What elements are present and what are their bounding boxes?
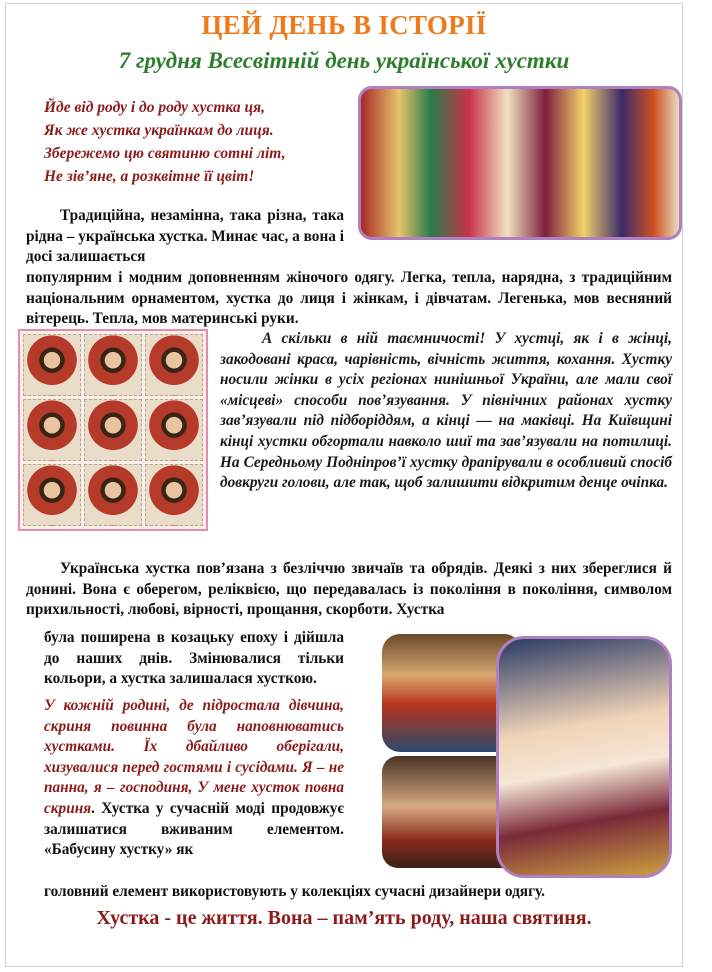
paragraph-cossack: була поширена в козацьку епоху і дійшла до наших днів. Змінювалися тільки кольори, а хустка залишалася хусткою. [44,629,344,688]
smiling-woman-photo [496,636,672,878]
paragraph-customs: Українська хустка пов’язана з безліччю звичаїв та обрядів. Деякі з них збереглися й донині. Вона є оберегом, реліквією, що передавалась із покоління в покоління, символом прихильності, любові, вірності, прощання, скорботи. Хустка [26,560,672,619]
stamps-collage [18,329,208,531]
stamp-image [84,464,142,526]
dowry-italic-text: У кожній родині, де підростала дівчина, скриня повинна була наповнюватись хустками. Їх дбайливо оберігали, хизувалися перед гостями і сусідами. Я – не панна, я – господиня, У мене хусток повна скриня [44,697,344,817]
paragraph-mystery: А скільки в ній таємничості! У хустці, як і в жінці, закодовані краса, чарівність, вічність життя, кохання. Хустку носили жінки в усіх регіонах нинішньої України, але мали свої «місцеві» способи пов’язування. У північних районах хустку зав’язували під підборіддям, а кінці — на маківці. На Київщині кінці хустки обгортали навколо шиї та зав’язували на потилиці. На Середньому Подніпров’ї хустку драпірували в особливий спосіб довкруги голови, але так, щоб залишити відкритим денце очіпка. [220,330,672,492]
poem-line: Не зів’яне, а розквітне її цвіт! [44,168,255,185]
poem-line: Йде від роду і до роду хустка ця, [44,99,266,116]
closing-line: Хустка - це життя. Вона – пам’ять роду, наша святиня. [96,907,592,929]
stamp-image [84,334,142,396]
stamp-image [23,334,81,396]
stamp-image [145,399,203,461]
page-title: ЦЕЙ ДЕНЬ В ІСТОРІЇ [201,10,487,40]
page-subtitle: 7 грудня Всесвітній день української хустки [118,48,570,73]
paragraph-intro-b: популярним і модним доповненням жіночого одягу. Легка, тепла, нарядна, з традиційним національним орнаментом, хустка до лиця і жінкам, і дівчатам. Легенька, мов весняний вітерець. Тепла, мов материнські руки. [26,269,672,328]
page [5,3,683,967]
poem-line: Збережемо цю святиню сотні літ, [44,145,286,162]
scarves-display-photo [358,86,682,240]
stamp-image [23,464,81,526]
dowry-text: . Хустка у сучасній моді продовжує залишатися вживаним елементом. «Бабусину хустку» як [44,799,344,859]
paragraph-designers: головний елемент використовують у колекціях сучасні дизайнери одягу. [44,883,545,900]
poem [44,96,364,188]
paragraph-dowry [44,696,344,861]
stamp-image [23,399,81,461]
poem-line: Як же хустка українкам до лиця. [44,122,274,139]
stamp-image [145,464,203,526]
stamp-image [145,334,203,396]
paragraph-intro-a: Традиційна, незамінна, така різна, така рідна – українська хустка. Минає час, а вона і досі залишається [26,207,344,266]
stamp-image [84,399,142,461]
